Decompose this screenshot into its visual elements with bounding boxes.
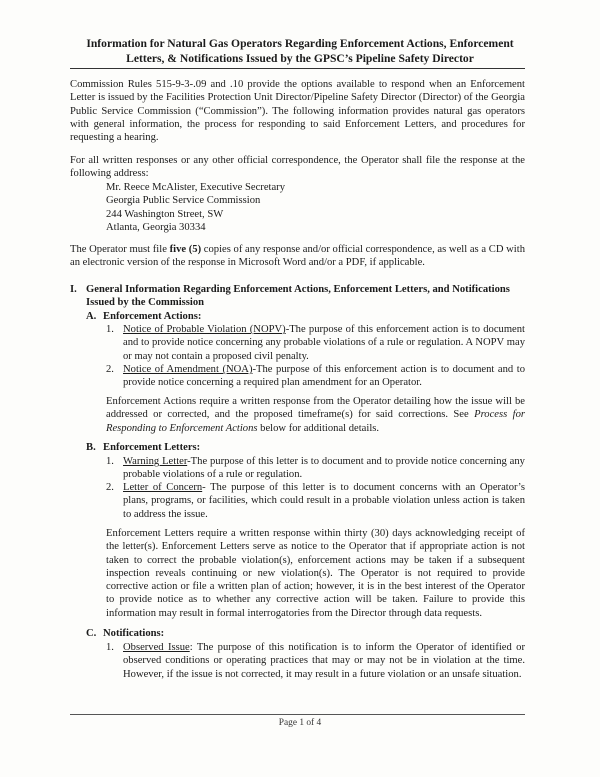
section-heading-text: General Information Regarding Enforcement Actions, Enforcement Letters, and Notifications Issued by the Commission xyxy=(86,284,510,309)
item-text xyxy=(123,455,525,482)
note-reference: Process for Responding to Enforcement Actions xyxy=(106,409,525,434)
copies-paragraph xyxy=(70,243,525,270)
subsection-letter: B. xyxy=(86,442,96,453)
title-rule xyxy=(70,68,525,69)
subsection-c-heading xyxy=(86,627,164,640)
item-text xyxy=(123,363,525,390)
item-term: Notice of Amendment (NOA) xyxy=(123,364,253,375)
subsection-heading-text: Enforcement Letters: xyxy=(103,442,201,453)
subsection-heading-text: Enforcement Actions: xyxy=(103,311,202,322)
copies-count: five (5) xyxy=(169,244,202,255)
enforcement-actions-note xyxy=(106,395,525,435)
copies-text-pre: The Operator must file xyxy=(70,244,170,255)
subsection-heading-text: Notifications: xyxy=(103,628,165,639)
intro-paragraph: Commission Rules 515-9-3-.09 and .10 provide the options available to respond when an Enforcement Letter is issued by the Facilities Protection Unit Director/Pipeline Safety Director (Director) of the Georgia Public Service Commission (“Commission”). The following information provides natural gas operators with general information, the process for responding to said Enforcement Letters, and procedures for requesting a hearing. xyxy=(70,79,525,144)
footer-rule xyxy=(70,714,525,715)
section-number: I. xyxy=(70,284,77,295)
item-text xyxy=(123,323,525,363)
item-description: -The purpose of this enforcement action is to document and to provide notice concerning any probable violations of a rule or regulation. A NOPV may or may not contain a proposed civil penalty. xyxy=(123,324,525,362)
note-text-post: below for additional details. xyxy=(257,422,380,434)
address-line: Mr. Reece McAlister, Executive Secretary xyxy=(106,182,286,193)
note-text-pre: Enforcement Actions require a written response from the Operator detailing how the issue will be addressed or corrected, and the proposed timeframe(s) for said corrections. See xyxy=(106,396,525,421)
address-line: Atlanta, Georgia 30334 xyxy=(106,221,206,233)
item-text xyxy=(123,641,525,681)
subsection-letter: C. xyxy=(86,628,97,639)
item-description: - The purpose of this letter is to document concerns with an Operator’s plans, programs, or facilities, which could result in a probable violation unless action is taken to address the issue. xyxy=(123,482,526,520)
subsection-a-heading xyxy=(86,310,201,323)
item-term: Letter of Concern xyxy=(123,482,203,493)
item-number: 1. xyxy=(106,642,114,653)
page-number: Page 1 of 4 xyxy=(278,718,322,728)
item-description: -The purpose of this letter is to document and to provide notice concerning any probable violations of a rule or regulation. xyxy=(123,456,525,481)
address-line: Georgia Public Service Commission xyxy=(106,195,261,207)
title-line-2: Letters, & Notifications Issued by the GPSC’s Pipeline Safety Director xyxy=(126,51,474,65)
item-description: -The purpose of this enforcement action is to document and to provide notice concerning a required plan amendment for an Operator. xyxy=(123,364,525,389)
item-number: 2. xyxy=(106,364,114,375)
item-number: 1. xyxy=(106,456,114,467)
item-description: : The purpose of this notification is to inform the Operator of identified or observed conditions or operating practices that may or may not be in violation at the time. However, if the issue is not corrected, it may result in a future violation or an unsafe situation. xyxy=(123,642,525,680)
address-line: 244 Washington Street, SW xyxy=(106,208,224,220)
subsection-letter: A. xyxy=(86,311,97,322)
mailing-address xyxy=(106,181,285,234)
item-text xyxy=(123,481,525,521)
filing-intro-paragraph: For all written responses or any other official correspondence, the Operator shall file the response at the following address: xyxy=(70,155,525,180)
item-number: 1. xyxy=(106,324,114,335)
item-term: Notice of Probable Violation (NOPV) xyxy=(123,324,286,335)
item-term: Observed Issue xyxy=(123,642,190,653)
item-number: 2. xyxy=(106,482,114,493)
item-term: Warning Letter xyxy=(123,456,188,467)
enforcement-letters-note: Enforcement Letters require a written response within thirty (30) days acknowledging receipt of the letter(s). Enforcement Letters serve as notice to the Operator that if appropriate action is not taken to correct the probable violation(s), enforcement actions may be taken if a subsequent inspection reveals continuing or new violation(s). The Operator is not required to provide corrective action or file a written plan of action; however, it is in the best interest of the Operator to provide notice as to whether any corrective action will be taken. Failure to provide this information may result in formal interrogatories from the Director through data requests. xyxy=(106,528,525,619)
subsection-b-heading xyxy=(86,441,200,454)
title-line-1: Information for Natural Gas Operators Regarding Enforcement Actions, Enforcement xyxy=(86,37,514,50)
document-title xyxy=(40,37,560,66)
copies-text-post: copies of any response and/or official correspondence, as well as a CD with an electronic version of the response in Microsoft Word and/or a PDF, if applicable. xyxy=(70,244,525,269)
